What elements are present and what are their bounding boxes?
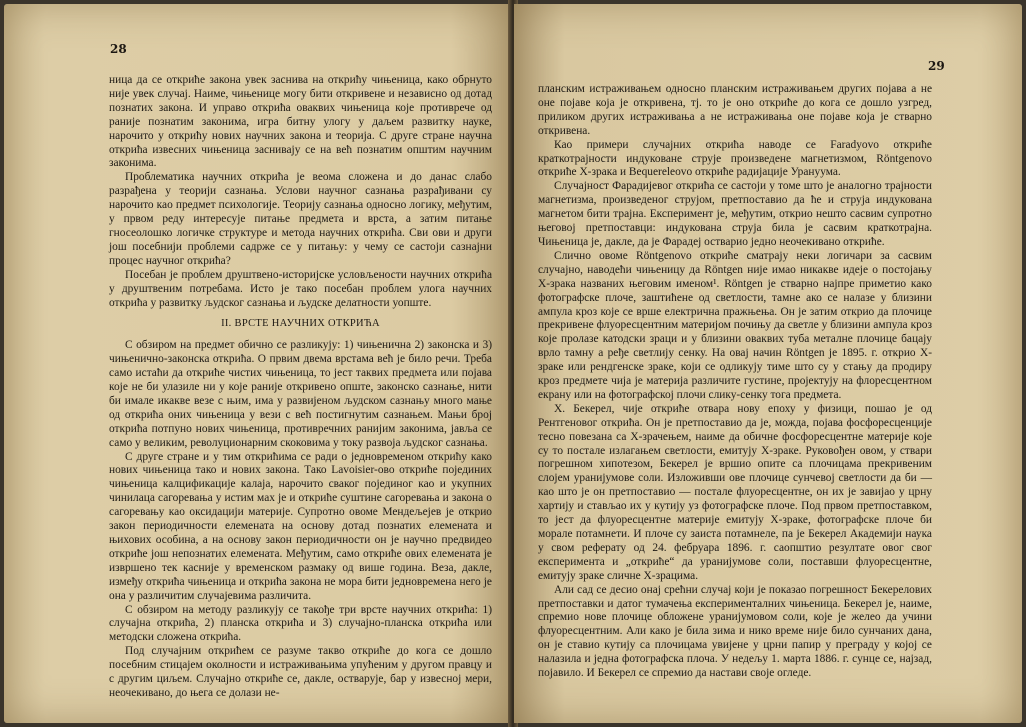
paragraph: Х. Бекерел, чије откриће отвара нову епоху у физици, пошао је од Рентгеновог открића. Он је претпоставио да је, можда, појава фосфоресценције тесно повезана са Х-зрачењем, наиме да обичне фосфоресцентне материје које су то постале излагањем светлости, емитују Х-зраке. Руковођен овом, у ствари погрешном хипотезом, Бекерел је вршио опите са плочицама прекривеним слојем уранијумове соли. Изложивши ове плочице сунчевој светлости да би — као што је он претпоставио — постале флуоресцентне, он их је завијао у црну хартију и стављао их у кутију уз фотографске плоче. Под првом претпоставком, то јест да флуоресцентне материје емитују Х-зраке, фотографске плоче би морале потамнети. И плоче су заиста потамнеле, па је Бекерел Академији наука у свом реферату од 24. фебруара 1896. г. саопштио резултате овог свог експеримента и „откриће“ да уранијумове соли, поставши флуоресцентне, емитују зраке сличне Х-зрацима. [538, 402, 932, 582]
page-number: 29 [928, 59, 945, 73]
page-number: 28 [110, 42, 127, 56]
section-heading: II. ВРСТЕ НАУЧНИХ ОТКРИЋА [221, 318, 380, 330]
paragraph: Под случајним открићем се разуме такво откриће до кога се дошло посебним стицајем околности и истраживањима упућеним у другом правцу и с другим циљем. Случајно откриће се, дакле, остварује, бар у извесној мери, неочекивано, до њега се долази не- [109, 645, 492, 699]
paragraph: Посебан је проблем друштвено-историјске условљености научних открића у друштвеним потребама. Исто је тако посебан проблем улога научних открића у развитку људског сазнања и људске делатности уопште. [109, 268, 492, 309]
left-page-text [109, 74, 492, 701]
paragraph: Као примери случајних открића наводе се Faradyovo откриће краткотрајности индуковане струје произведене магнетизмом, Röntgenovo откриће Х-зрака и Bequerelеovo откриће радијације Урануума. [538, 138, 932, 179]
paragraph: планским истраживањем односно планским истраживањем других појава а не оне појаве која је откривена, тј. то је оно откриће до кога се дошло узгред, приликом других истраживања а не истраживања оне појаве која је стварно откривена. [538, 83, 932, 137]
paragraph: Али сад се десио онај срећни случај који је показао погрешност Бекерелових претпоставки и датог тумачења експерименталних чињеница. Бекерел је, наиме, спремио нове плочице обложене уранијумовом соли, које је желео да учини флуоресцентним. Али како је била зима и нико време није било сунчаних дана, он је ставио кутију са плочицама увијене у црни папир у преграду у којој се налазила и једна фотографска плоча. У недељу 1. марта 1886. г. сунце се, најзад, појавило. И Бекерел се спремио да настави своје огледе. [538, 583, 932, 680]
right-page [514, 4, 1022, 723]
paragraph: С обзиром на методу разликују се такође три врсте научних открића: 1) случајна открића, 2) планска открића и 3) случајно-планска открића или методски сложена открића. [109, 603, 492, 644]
paragraph: С друге стране и у тим открићима се ради о једновременом открићу како нових чињеница тако и нових закона. Тако Lavoisier-ово откриће појединих чињеница калцификације калаја, нарочито сваког појединог као и укупних чинилаца сагоревања у истим мах је и откриће суштине сагоревања и закона о сагоревању као оксидацији материје. Супротно овоме Мендељејев је открио закон периодичности елемената на основу дотад познатих елемената и њихових особина, а на основу закон периодичности он је научно предвидео откриће још непознатих елемената. Међутим, само откриће ових елемената је извршено тек касније у временском размаку од више година. Веза, дакле, између открића чињеница и открића закона не мора бити једновремена него је она у различитим случајевима различита. [109, 450, 492, 602]
right-page-text [538, 83, 932, 681]
left-page [4, 4, 512, 723]
paragraph: ница да се откриће закона увек заснива на открићу чињеница, како обрнуто није увек случај. Наиме, чињенице могу бити откривене и независно од дотад познатих закона. И управо открића оваквих чињеница које противрече од раније познатим законима, игра битну улогу у даљем развитку науке, нарочито у открићу нових научних закона и теорија. С друге стране научна открића извесних чињеница заснивају се на већ познатим општим научним законима. [109, 74, 492, 170]
paragraph: Случајност Фарадијевог открића се састоји у томе што је аналогно трајности магнетизма, произведеног струјом, претпоставио да ће и струја индукована магнетом бити трајна. Експеримент је, међутим, открио нешто сасвим супротно његовој претпоставци: индукована струја била је сасвим краткотрајна. Чињеница је, дакле, да је Фарадеј остварио једно неочекивано откриће. [538, 180, 932, 248]
paragraph: Проблематика научних открића је веома сложена и до данас слабо разрађена у теорији сазнања. Услови научног сазнања разрађивани су нарочито као предмет психологије. Теорију сазнања односно логику, међутим, у првом реду интересује питање предмета и врста, а затим питање гносеолошко логичке структуре и метода научних открића. Сви ови и други још посебнији проблеми садрже се у питању: у чему се састоји сазнајни процес научног открића? [109, 171, 492, 267]
paragraph: Слично овоме Röntgenovo откриће сматрају неки логичари за сасвим случајно, наводећи чињеницу да Röntgen није имао никакве идеје о постојању Х-зрака названих његовим именом¹. Röntgen је стварно најпре приметио како фотографске плоче, заштићене од светлости, тамне ако се налазе у близини ампула кроз које се врше електрична пражњења. Он је затим открио да плочице прекривене флуоресцентним материјом почињу да светле у близини ампула кроз које пролазе катодски зраци и у близини оваквих туба металне плочице бацају врло тамну а ређе светлију сенку. На овај начин Röntgen је 1895. г. открио Х-зраке или рендгенске зраке, који се одликују тиме што су у стању да продиру кроз предмете чија је материја различите густине, пројектују на флоресцентном екрану или на фотографској плочи слику-сенку тога предмета. [538, 249, 932, 401]
paragraph: С обзиром на предмет обично се разликују: 1) чињенична 2) законска и 3) чињенично-законска открића. О првим двема врстама већ је било речи. Треба само истаћи да откриће чистих чињеница, то јест таквих предмета или појава које не би улазиле ни у које раније откривено опште, законско сазнање, нити би имале икакве везе с њим, има у развијеном људском сазнању много мање од открића оних чињеница у вези с већ постигнутим сазнањем. Мањи број открића потпуно нових чињеница, противречних ранијим законима, јавља се само у великим, револуционарним скоковима у току развоја људског сазнања. [109, 339, 492, 449]
